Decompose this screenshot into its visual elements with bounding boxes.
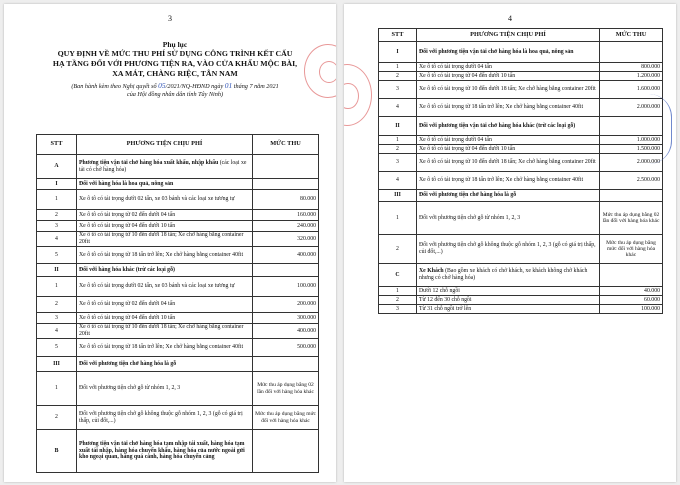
col-header-fee: MỨC THU bbox=[253, 135, 319, 155]
vehicle-text: Đối với phương tiện chở gỗ không thuộc gỗ nhóm 1, 2, 3 (gỗ có giá trị thấp, củi đốt,...) bbox=[79, 410, 243, 424]
cell-vehicle bbox=[77, 324, 253, 339]
table-row bbox=[379, 296, 663, 305]
cell-stt: 1 bbox=[37, 190, 77, 210]
cell-stt: 4 bbox=[37, 324, 77, 339]
vehicle-text: Xe ô tô có tải trọng từ 04 đến dưới 10 tấn bbox=[79, 314, 176, 321]
table-row bbox=[37, 190, 319, 210]
table-row bbox=[37, 406, 319, 430]
cell-fee: 200.000 bbox=[253, 297, 319, 313]
cell-fee: 100.000 bbox=[600, 305, 663, 314]
issuance-day: 01 bbox=[224, 81, 233, 90]
cell-vehicle bbox=[417, 235, 600, 264]
cell-fee: 2.500.000 bbox=[600, 172, 663, 190]
issuance-text-c: tháng 7 năm 2021 bbox=[233, 83, 279, 90]
table-row bbox=[37, 313, 319, 324]
cell-stt: I bbox=[37, 179, 77, 190]
table-row bbox=[379, 72, 663, 81]
cell-vehicle bbox=[417, 154, 600, 172]
cell-vehicle bbox=[77, 297, 253, 313]
document-heading bbox=[40, 40, 310, 99]
table-row bbox=[37, 297, 319, 313]
cell-fee: 400.000 bbox=[253, 247, 319, 264]
vehicle-text: Xe ô tô có tải trọng từ 18 tấn trở lên; Xe chở hàng bằng container 40fit bbox=[79, 251, 244, 258]
cell-stt: I bbox=[379, 42, 417, 63]
issuance-text-d: của Hội đồng nhân dân tỉnh Tây Ninh) bbox=[126, 91, 224, 98]
cell-fee: Mức thu áp dụng bằng 02 lần đối với hàng hóa khác bbox=[600, 202, 663, 235]
table-row bbox=[37, 210, 319, 221]
vehicle-text: Xe ô tô có tải trọng từ 18 tấn trở lên; Xe chở hàng bằng container 40fit bbox=[79, 344, 244, 351]
vehicle-text: Xe ô tô có tải trọng từ 02 đến dưới 04 tấn bbox=[79, 211, 176, 218]
vehicle-text: Từ 31 chỗ ngồi trở lên bbox=[419, 305, 472, 312]
vehicle-text: Xe ô tô có tải trọng từ 02 đến dưới 04 tấn bbox=[79, 301, 176, 308]
cell-stt: II bbox=[379, 117, 417, 136]
cell-vehicle bbox=[417, 63, 600, 72]
cell-fee: 100.000 bbox=[253, 277, 319, 297]
cell-vehicle bbox=[77, 357, 253, 372]
vehicle-text: Dưới 12 chỗ ngồi bbox=[419, 287, 460, 294]
cell-vehicle bbox=[77, 179, 253, 190]
cell-fee bbox=[600, 42, 663, 63]
vehicle-note: (Bao gồm xe khách có chở khách, xe khách không chở khách nhưng có chở hàng hóa) bbox=[419, 268, 588, 281]
cell-stt: 4 bbox=[379, 172, 417, 190]
table-row bbox=[37, 372, 319, 406]
cell-stt: C bbox=[379, 264, 417, 287]
cell-fee: 2.000.000 bbox=[600, 154, 663, 172]
cell-vehicle bbox=[417, 81, 600, 99]
cell-stt: 3 bbox=[37, 221, 77, 232]
vehicle-text: Đối với phương tiện chở hàng hóa là gỗ bbox=[79, 360, 177, 367]
section-row bbox=[37, 179, 319, 190]
title-line-2: HẠ TẦNG ĐỐI VỚI PHƯƠNG TIỆN RA, VÀO CỬA KHẨU MỘC BÀI, bbox=[52, 59, 298, 68]
section-row bbox=[379, 264, 663, 287]
cell-fee bbox=[253, 430, 319, 473]
table-row bbox=[379, 136, 663, 145]
red-seal-stamp bbox=[344, 64, 372, 126]
cell-vehicle bbox=[77, 247, 253, 264]
cell-fee bbox=[253, 357, 319, 372]
cell-stt: 2 bbox=[379, 72, 417, 81]
table-row bbox=[37, 277, 319, 297]
cell-vehicle bbox=[417, 202, 600, 235]
cell-fee bbox=[253, 264, 319, 277]
cell-fee: 1.600.000 bbox=[600, 81, 663, 99]
cell-stt: 1 bbox=[379, 202, 417, 235]
table-row bbox=[379, 81, 663, 99]
vehicle-text: Xe ô tô có tải trọng dưới 02 tấn, xe 03 bánh và các loại xe tương tự bbox=[79, 196, 235, 203]
cell-vehicle bbox=[77, 277, 253, 297]
vehicle-text: Xe ô tô có tải trọng từ 10 đến dưới 18 tấn; Xe chở hàng bằng container 20fit bbox=[79, 232, 244, 245]
cell-fee: 80.000 bbox=[253, 190, 319, 210]
vehicle-text: Xe ô tô có tải trọng từ 18 tấn trở lên; Xe chở hàng bằng container 40fit bbox=[419, 104, 584, 111]
cell-fee: 1.000.000 bbox=[600, 136, 663, 145]
cell-vehicle bbox=[417, 72, 600, 81]
cell-stt: II bbox=[37, 264, 77, 277]
cell-fee: 2.000.000 bbox=[600, 99, 663, 117]
cell-stt: 3 bbox=[37, 313, 77, 324]
cell-vehicle bbox=[417, 190, 600, 202]
cell-stt: III bbox=[37, 357, 77, 372]
table-row bbox=[379, 145, 663, 154]
cell-fee: 400.000 bbox=[253, 324, 319, 339]
cell-stt: 3 bbox=[379, 81, 417, 99]
cell-stt: 1 bbox=[379, 136, 417, 145]
vehicle-text: Phương tiện vận tải chở hàng hóa tạm nhập tái xuất, hàng hóa tạm xuất tái nhập, hàng hóa chuyển khẩu, hàng hóa của nước ngoài gửi kho ngoại quan, hàng quá cảnh, hàng hóa chuyển cảng bbox=[79, 441, 245, 461]
vehicle-note: (các loại xe tải có chở hàng hóa) bbox=[79, 159, 247, 173]
cell-vehicle bbox=[417, 305, 600, 314]
cell-vehicle bbox=[77, 232, 253, 247]
col-header-fee: MỨC THU bbox=[600, 29, 663, 42]
cell-stt: 2 bbox=[379, 296, 417, 305]
resolution-number: 05 bbox=[158, 81, 166, 90]
cell-stt: 1 bbox=[379, 287, 417, 296]
vehicle-text: Xe ô tô có tải trọng từ 04 đến dưới 10 tấn bbox=[419, 145, 516, 152]
cell-fee: Mức thu áp dụng bằng 02 lần đối với hàng hóa khác bbox=[253, 372, 319, 406]
cell-stt: 3 bbox=[379, 154, 417, 172]
table-row bbox=[37, 247, 319, 264]
vehicle-text: Xe ô tô có tải trọng dưới 04 tấn bbox=[419, 63, 492, 70]
vehicle-text: Xe ô tô có tải trọng dưới 02 tấn, xe 03 bánh và các loại xe tương tự bbox=[79, 283, 235, 290]
cell-fee: 160.000 bbox=[253, 210, 319, 221]
table-row bbox=[379, 305, 663, 314]
cell-vehicle bbox=[417, 172, 600, 190]
fee-table bbox=[36, 134, 319, 473]
cell-stt: 1 bbox=[379, 63, 417, 72]
cell-stt: 4 bbox=[37, 232, 77, 247]
cell-fee: 40.000 bbox=[600, 287, 663, 296]
cell-fee: 320.000 bbox=[253, 232, 319, 247]
issuance-text-a: (Ban hành kèm theo Nghị quyết số bbox=[71, 83, 157, 90]
cell-vehicle bbox=[77, 372, 253, 406]
cell-vehicle bbox=[77, 339, 253, 357]
cell-vehicle bbox=[77, 190, 253, 210]
table-row bbox=[379, 154, 663, 172]
vehicle-text: Đối với phương tiện chở gỗ từ nhóm 1, 2, 3 bbox=[79, 385, 181, 392]
cell-vehicle bbox=[417, 42, 600, 63]
table-row bbox=[379, 99, 663, 117]
cell-stt: 1 bbox=[37, 372, 77, 406]
section-row bbox=[379, 117, 663, 136]
cell-stt: 2 bbox=[379, 145, 417, 154]
cell-stt: B bbox=[37, 430, 77, 473]
cell-fee: 60.000 bbox=[600, 296, 663, 305]
col-header-vehicle: PHƯƠNG TIỆN CHỊU PHÍ bbox=[417, 29, 600, 42]
table-row bbox=[37, 232, 319, 247]
vehicle-text: Phương tiện vận tải chở hàng hóa xuất khẩu, nhập khẩu bbox=[79, 159, 219, 166]
section-row bbox=[379, 190, 663, 202]
col-header-vehicle: PHƯƠNG TIỆN CHỊU PHÍ bbox=[77, 135, 253, 155]
vehicle-text: Xe ô tô có tải trọng từ 10 đến dưới 18 tấn; Xe chở hàng bằng container 20fit bbox=[419, 159, 596, 166]
cell-fee: Mức thu áp dụng bằng mức đối với hàng hóa khác bbox=[253, 406, 319, 430]
cell-stt: 1 bbox=[37, 277, 77, 297]
cell-vehicle bbox=[77, 264, 253, 277]
cell-fee bbox=[253, 179, 319, 190]
vehicle-text: Xe ô tô có tải trọng từ 10 đến dưới 18 tấn; Xe chở hàng bằng container 20fit bbox=[419, 86, 596, 93]
cell-stt: 2 bbox=[37, 297, 77, 313]
table-row bbox=[379, 202, 663, 235]
cell-fee: Mức thu áp dụng bằng mức đối với hàng hóa khác bbox=[600, 235, 663, 264]
cell-stt: A bbox=[37, 155, 77, 179]
table-row bbox=[379, 63, 663, 72]
cell-stt: 4 bbox=[379, 99, 417, 117]
appendix-label: Phụ lục bbox=[162, 40, 188, 49]
cell-stt: 3 bbox=[379, 305, 417, 314]
cell-vehicle bbox=[77, 313, 253, 324]
table-row bbox=[37, 324, 319, 339]
cell-stt: 5 bbox=[37, 247, 77, 264]
vehicle-text: Xe ô tô có tải trọng từ 18 tấn trở lên; Xe chở hàng bằng container 40fit bbox=[419, 177, 584, 184]
section-row bbox=[37, 430, 319, 473]
table-row bbox=[379, 172, 663, 190]
cell-vehicle bbox=[77, 210, 253, 221]
cell-vehicle bbox=[77, 221, 253, 232]
cell-vehicle bbox=[417, 287, 600, 296]
fee-table bbox=[378, 28, 663, 314]
document-page-3 bbox=[4, 4, 336, 482]
vehicle-text: Xe ô tô có tải trọng từ 04 đến dưới 10 tấn bbox=[419, 72, 516, 79]
signature-mark bbox=[649, 94, 672, 164]
table-row bbox=[37, 221, 319, 232]
cell-stt: 2 bbox=[37, 406, 77, 430]
cell-stt: III bbox=[379, 190, 417, 202]
title-line-1: QUY ĐỊNH VỀ MỨC THU PHÍ SỬ DỤNG CÔNG TRÌNH KẾT CẤU bbox=[57, 49, 293, 58]
vehicle-text: Đối với phương tiện chở gỗ từ nhóm 1, 2, 3 bbox=[419, 214, 521, 221]
cell-fee: 800.000 bbox=[600, 63, 663, 72]
cell-vehicle bbox=[417, 264, 600, 287]
vehicle-text: Xe ô tô có tải trọng từ 04 đến dưới 10 tấn bbox=[79, 222, 176, 229]
vehicle-text: Đối với phương tiện chở hàng hóa là gỗ bbox=[419, 192, 517, 199]
vehicle-text: Xe ô tô có tải trọng từ 10 đến dưới 18 tấn; Xe chở hàng bằng container 20fit bbox=[79, 324, 244, 337]
title-line-3: XA MÁT, CHÀNG RIỆC, TÂN NAM bbox=[112, 69, 238, 78]
cell-fee: 240.000 bbox=[253, 221, 319, 232]
cell-vehicle bbox=[77, 406, 253, 430]
issuance-text-b: /2021/NQ-HĐND ngày bbox=[165, 83, 224, 90]
vehicle-text: Đối với phương tiện vận tải chở hàng hóa khác (trừ các loại gỗ) bbox=[419, 122, 576, 129]
vehicle-text: Đối với hàng hóa khác (trừ các loại gỗ) bbox=[79, 266, 175, 273]
cell-stt: 2 bbox=[37, 210, 77, 221]
cell-vehicle bbox=[417, 136, 600, 145]
vehicle-text: Xe Khách bbox=[419, 268, 444, 275]
col-header-stt: STT bbox=[37, 135, 77, 155]
cell-vehicle bbox=[417, 99, 600, 117]
col-header-stt: STT bbox=[379, 29, 417, 42]
cell-fee bbox=[600, 190, 663, 202]
vehicle-text: Xe ô tô có tải trọng dưới 04 tấn bbox=[419, 136, 492, 143]
cell-fee: 1.500.000 bbox=[600, 145, 663, 154]
table-row bbox=[379, 235, 663, 264]
page-number: 4 bbox=[508, 14, 512, 23]
cell-fee: 500.000 bbox=[253, 339, 319, 357]
cell-vehicle bbox=[417, 117, 600, 136]
vehicle-text: Đối với phương tiện vận tải chở hàng hóa là hoa quả, nông sản bbox=[419, 48, 574, 55]
cell-fee: 300.000 bbox=[253, 313, 319, 324]
vehicle-text: Đối với hàng hóa là hoa quả, nông sản bbox=[79, 180, 174, 187]
section-row bbox=[37, 264, 319, 277]
cell-fee bbox=[600, 264, 663, 287]
table-row bbox=[37, 339, 319, 357]
vehicle-text: Đối với phương tiện chở gỗ không thuộc gỗ nhóm 1, 2, 3 (gỗ có giá trị thấp, củi đốt,...) bbox=[419, 242, 596, 255]
page-number: 3 bbox=[168, 14, 172, 23]
cell-vehicle bbox=[77, 155, 253, 179]
document-page-4 bbox=[344, 4, 676, 482]
issuance-note bbox=[40, 82, 310, 99]
cell-stt: 2 bbox=[379, 235, 417, 264]
section-row bbox=[37, 155, 319, 179]
cell-vehicle bbox=[77, 430, 253, 473]
cell-vehicle bbox=[417, 145, 600, 154]
cell-stt: 5 bbox=[37, 339, 77, 357]
vehicle-text: Từ 12 đến 30 chỗ ngồi bbox=[419, 296, 472, 303]
section-row bbox=[379, 42, 663, 63]
section-row bbox=[37, 357, 319, 372]
cell-fee: 1.200.000 bbox=[600, 72, 663, 81]
cell-vehicle bbox=[417, 296, 600, 305]
table-row bbox=[379, 287, 663, 296]
cell-fee bbox=[253, 155, 319, 179]
